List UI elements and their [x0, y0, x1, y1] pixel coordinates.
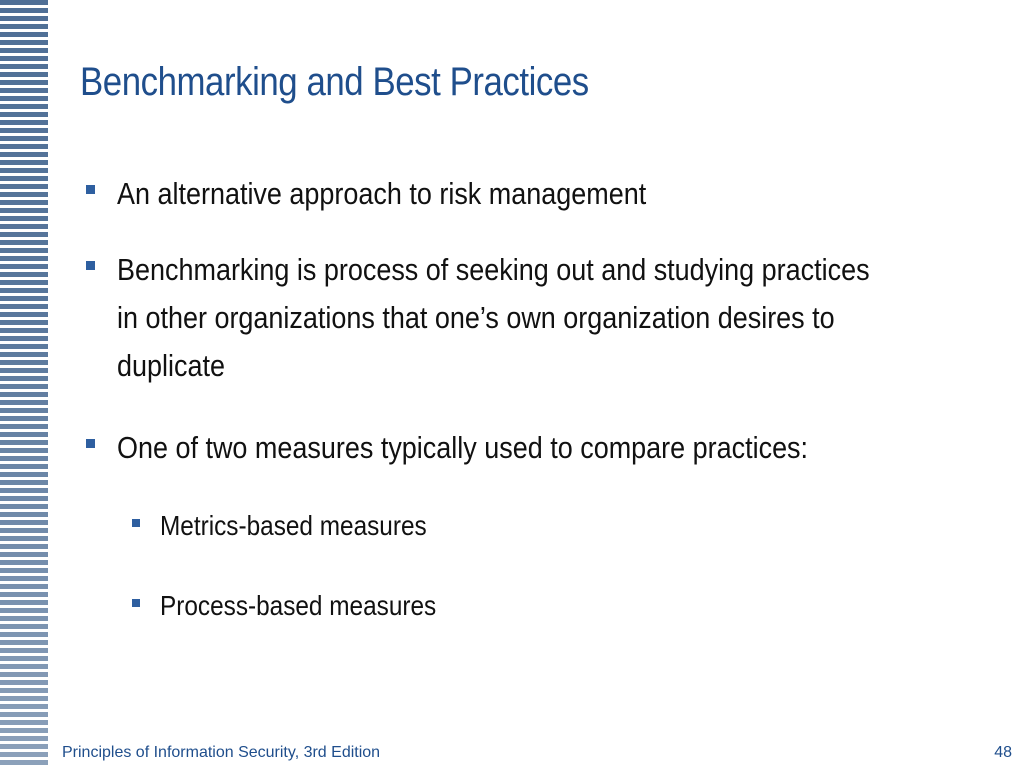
bullet-text: Benchmarking is process of seeking out and studying practices in other organizations that one’s own organization desires to duplicate	[117, 252, 870, 383]
page-number: 48	[994, 744, 1012, 761]
decorative-striped-band	[0, 0, 48, 768]
square-bullet-icon	[86, 185, 95, 194]
sub-bullet-text: Metrics-based measures	[160, 510, 427, 541]
square-bullet-icon	[132, 519, 140, 527]
bullet-text: One of two measures typically used to compare practices:	[117, 430, 809, 465]
sub-bullet-text: Process-based measures	[160, 590, 437, 621]
bullet-list	[86, 170, 986, 666]
square-bullet-icon	[86, 439, 95, 448]
sub-bullet-item	[132, 506, 986, 546]
bullet-item	[86, 170, 986, 218]
footer-source: Principles of Information Security, 3rd Edition	[62, 744, 381, 761]
sub-bullet-item	[132, 586, 986, 626]
bullet-text: An alternative approach to risk management	[117, 176, 647, 211]
square-bullet-icon	[86, 261, 95, 270]
bullet-item	[86, 424, 986, 472]
square-bullet-icon	[132, 599, 140, 607]
slide-title: Benchmarking and Best Practices	[80, 60, 589, 104]
bullet-item	[86, 246, 986, 390]
